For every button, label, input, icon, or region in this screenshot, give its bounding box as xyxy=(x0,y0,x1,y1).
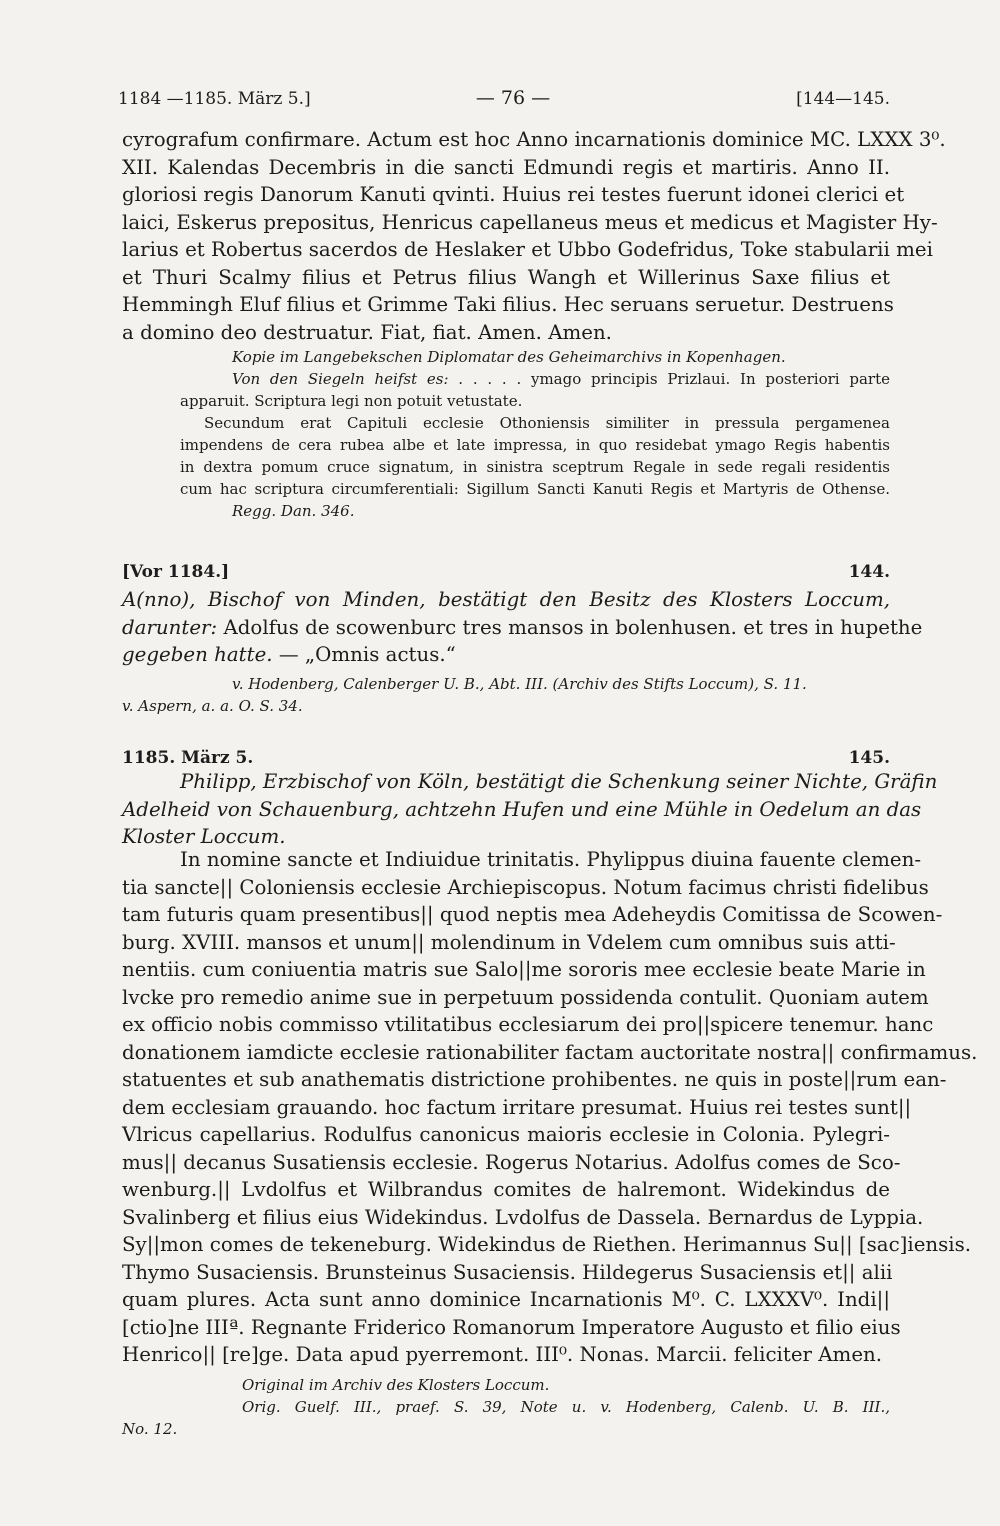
entry-title-line: Philipp, Erzbischof von Köln, bestätigt die Schenkung seiner Nichte, Gräfin xyxy=(180,770,938,793)
seal-label: Von den Siegeln heifst es: xyxy=(232,370,449,388)
top-paragraph xyxy=(122,126,946,346)
seal-note-line: cum hac scriptura circumferentiali: Sigillum Sancti Kanuti Regis et Martyris de Othense. xyxy=(180,480,890,498)
text-line: In nomine sancte et Indiuidue trinitatis. Phylippus diuina fauente clemen- xyxy=(180,848,922,871)
seal-note-line xyxy=(122,368,890,390)
entry-145-sources xyxy=(122,1374,890,1440)
text-line: dem ecclesiam grauando. hoc factum irritare presumat. Huius rei testes sunt|| xyxy=(122,1095,912,1119)
entry-date: 1185. März 5. xyxy=(122,748,254,768)
text-line: statuentes et sub anathematis districtione prohibentes. ne quis in poste||rum ean- xyxy=(122,1068,947,1091)
text-line: Henrico|| [re]ge. Data apud pyerremont. III⁰. Nonas. Marcii. feliciter Amen. xyxy=(122,1343,883,1366)
text-line: lvcke pro remedio anime sue in perpetuum possidenda contulit. Quoniam autem xyxy=(122,985,929,1009)
entry-text: — „Omnis actus.“ xyxy=(278,643,456,666)
text-line: Vlricus capellarius. Rodulfus canonicus maioris ecclesie in Colonia. Pylegri- xyxy=(122,1123,890,1146)
text-line: nentiis. cum coniuentia matris sue Salo||me sororis mee ecclesie beate Marie in xyxy=(122,958,926,981)
source-note: v. Hodenberg, Calenberger U. B., Abt. III. (Archiv des Stifts Loccum), S. 11. xyxy=(232,674,807,693)
text-line: burg. XVIII. mansos et unum|| molendinum in Vdelem cum omnibus suis atti- xyxy=(122,930,896,954)
text-line: quam plures. Acta sunt anno dominice Incarnationis M⁰. C. LXXXV⁰. Indi|| xyxy=(122,1288,890,1311)
text-line: Svalinberg et filius eius Widekindus. Lvdolfus de Dassela. Bernardus de Lyppia. xyxy=(122,1205,924,1229)
entry-text-italic: darunter: xyxy=(122,615,218,639)
source-note: Kopie im Langebekschen Diplomatar des Geheimarchivs in Kopenhagen. xyxy=(232,348,786,366)
header-entry-range: [144—145. xyxy=(796,89,890,109)
text-line: a domino deo destruatur. Fiat, fiat. Amen. Amen. xyxy=(122,320,612,344)
entry-text-line xyxy=(122,614,923,642)
text-line: [ctio]ne IIIª. Regnante Friderico Romanorum Imperatore Augusto et filio eius xyxy=(122,1315,901,1339)
entry-title-line: Kloster Loccum. xyxy=(122,825,286,848)
entry-title: A(nno), Bischof von Minden, bestätigt den Besitz des Klosters Loccum, xyxy=(122,588,890,611)
source-note: Orig. Guelf. III., praef. S. 39, Note u. v. Hodenberg, Calenb. U. B. III., xyxy=(242,1398,890,1416)
entry-144-heading xyxy=(122,562,890,586)
text-line: ex officio nobis commisso vtilitatibus ecclesiarum dei pro||spicere tenemur. hanc xyxy=(122,1013,934,1036)
entry-title-line: Adelheid von Schauenburg, achtzehn Hufen und eine Mühle in Oedelum an das xyxy=(122,797,922,821)
entry-text-italic: gegeben hatte. xyxy=(122,643,273,666)
entry-text-line xyxy=(122,641,890,669)
seal-text: . . . . . ymago principis Prizlaui. In posteriori parte xyxy=(458,370,890,388)
text-line: Hemmingh Eluf filius et Grimme Taki filius. Hec seruans seruetur. Destruens xyxy=(122,293,894,316)
entry-144-body xyxy=(122,586,923,717)
entry-number: 144. xyxy=(848,562,890,582)
source-note: Original im Archiv des Klosters Loccum. xyxy=(242,1376,550,1394)
entry-date: [Vor 1184.] xyxy=(122,562,230,582)
text-line: tam futuris quam presentibus|| quod neptis mea Adeheydis Comitissa de Scowen- xyxy=(122,903,943,926)
text-line: gloriosi regis Danorum Kanuti qvinti. Huius rei testes fuerunt idonei clerici et xyxy=(122,183,905,206)
entry-145-title xyxy=(122,768,938,851)
seal-note-line: impendens de cera rubea albe et late impressa, in quo residebat ymago Regis habentis xyxy=(180,436,890,454)
text-line: cyrografum confirmare. Actum est hoc Anno incarnationis dominice MC. LXXX 3⁰. xyxy=(122,128,946,151)
text-line: larius et Robertus sacerdos de Heslaker et Ubbo Godefridus, Toke stabularii mei xyxy=(122,238,933,261)
seal-note-line: in dextra pomum cruce signatum, in sinistra sceptrum Regale in sede regali residentis xyxy=(180,458,890,476)
seal-note-line: apparuit. Scriptura legi non potuit vetustate. xyxy=(180,392,523,410)
regesta-reference: Regg. Dan. 346. xyxy=(232,502,355,520)
text-line: Sy||mon comes de tekeneburg. Widekindus de Riethen. Herimannus Su|| [sac]iensis. xyxy=(122,1233,972,1256)
source-note: No. 12. xyxy=(122,1420,178,1438)
page-number: — 76 — xyxy=(475,87,551,109)
text-line: Thymo Susaciensis. Brunsteinus Susaciensis. Hildegerus Susaciensis et|| alii xyxy=(122,1260,893,1284)
footnote-block-prev xyxy=(122,346,890,522)
running-header xyxy=(118,89,890,113)
text-line: et Thuri Scalmy filius et Petrus filius Wangh et Willerinus Saxe filius et xyxy=(122,265,890,289)
text-line: donationem iamdicte ecclesie rationabiliter factam auctoritate nostra|| confirmamus. xyxy=(122,1040,978,1064)
text-line: tia sancte|| Coloniensis ecclesie Archiepiscopus. Notum facimus christi fidelibus xyxy=(122,875,929,899)
header-date-range: 1184 —1185. März 5.] xyxy=(118,89,311,109)
text-line: mus|| decanus Susatiensis ecclesie. Rogerus Notarius. Adolfus comes de Sco- xyxy=(122,1150,901,1174)
entry-number: 145. xyxy=(848,748,890,768)
entry-text: Adolfus de scowenburc tres mansos in bolenhusen. et tres in hupethe xyxy=(223,615,923,639)
entry-145-text xyxy=(122,846,978,1369)
source-note: v. Aspern, a. a. O. S. 34. xyxy=(122,696,303,715)
seal-note-line: Secundum erat Capituli ecclesie Othoniensis similiter in pressula pergamenea xyxy=(204,414,890,432)
text-line: XII. Kalendas Decembris in die sancti Edmundi regis et martiris. Anno II. xyxy=(122,155,890,179)
text-line: laici, Eskerus prepositus, Henricus capellaneus meus et medicus et Magister Hy- xyxy=(122,210,938,234)
text-line: wenburg.|| Lvdolfus et Wilbrandus comites de halremont. Widekindus de xyxy=(122,1178,890,1201)
